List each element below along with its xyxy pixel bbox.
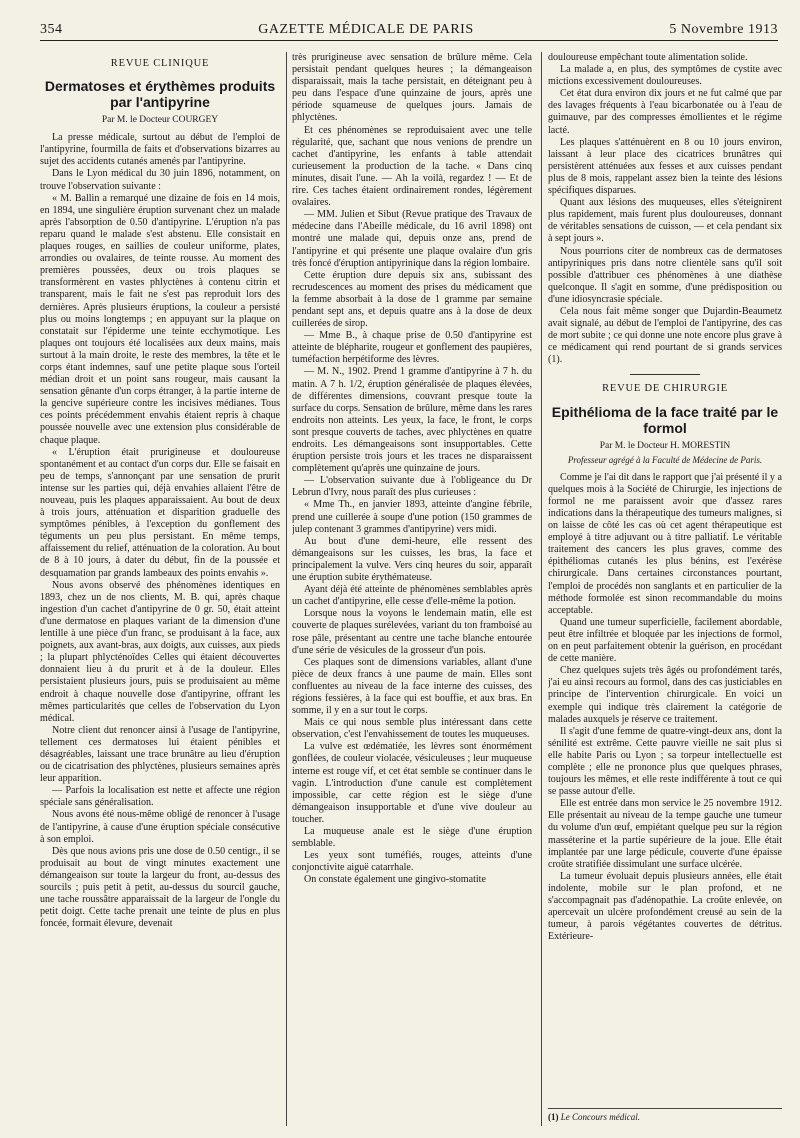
author-affiliation: Professeur agrégé à la Faculté de Médecine de Paris. (567, 454, 763, 465)
paragraph: La presse médicale, surtout au début de l'emploi de l'antipyrine, fourmilla de faits et d'observations bizarres au sujet des accidents cutanés amenés par l'antipyrine. (40, 132, 280, 168)
paragraph: — MM. Julien et Sibut (Revue pratique des Travaux de médecine dans l'Abeille médicale, du 16 avril 1898) ont montré une malade qui, depuis onze ans, prend de l'antipyrine et qui présente une plaque ovalaire d'un gris très foncé d'éruption antipyrinique dans la région lombaire. (292, 209, 532, 269)
paragraph: « L'éruption était prurigineuse et douloureuse spontanément et au contact d'un corps dur. Elle se faisait en peu de temps, s'annonçant par une sensation de prurit intense sur les parties qui, déjà envahies allaient l'être de nouveau, puis les plaques apparaissaient. Au bout de deux à trois jours, atténuation et disparition graduelle des symptômes pénibles, à l'exception du gonflement des téguments un peu plus persistant. En même temps, affaissement du relief, atténuation de la coloration. Au bout de 8 à 10 jours, à dater du début, fin de la poussée et desquamation par grands lambeaux des points envahis ». (40, 446, 280, 579)
page-number: 354 (40, 22, 63, 37)
paragraph: Nous avons observé des phénomènes identiques en 1893, chez un de nos clients, M. B. qui, après chaque ingestion d'un cachet d'antipyrine de 0 gr. 50, était atteint d'une dermatose en plaques variant de la dimension d'une lentille à une pièce d'un franc, se produisant à la face, aux poignets, aux avant-bras, aux doigts, aux cuisses, aux pieds ; la plupart phlycténoïdes Celles qui étaient découvertes donnaient lieu à du prurit et à de la douleur. Elles persistaient plusieurs jours, puis se produisaient au même endroit à chaque nouvelle dose d'antipyrine, offrant les mêmes particularités que celles de l'observation du Lyon médical. (40, 579, 280, 724)
paragraph: « M. Ballin a remarqué une dizaine de fois en 14 mois, en 1894, une singulière éruption survenant chez un malade après l'absorption de 0.50 d'antipyrine. L'éruption n'a pas reparu quand le malade s'est abstenu. Elle consistait en plaques rouges, en saillies de couleur uniforme, plates, arrondies ou ovalaires, de teinte rousse. Au moment des premières poussées, deux ou trois plaques se transformèrent en vastes phlyctènes à contenu citrin et transparent, mais le fait ne s'est pas reproduit lors des dernières. Après plusieurs éruptions, la couleur a persisté plus ou moins longtemps ; en appuyant sur la plaque on constatait sur l'épiderme une teinte ecchymotique. Les plaques ont toujours été localisées aux deux mains, mais surtout à la main droite, le reste des membres, la tête et le corps étant indemnes, sauf une petite plaque sous l'orteil médian droit et un point sans rougeur, mais causant la sensation gênante d'un corps étranger, à la partie interne de la gencive supérieure contre les incisives médianes. Tous ces points précédemment envahis étaient repris à chaque poussée nouvelle avec une extension plus considérable de chaque plaque. (40, 192, 280, 446)
paragraph: Nous avons été nous-même obligé de renoncer à l'usage de l'antipyrine, à cause d'une éruption spéciale consécutive à son emploi. (40, 809, 280, 845)
paragraph: Quant aux lésions des muqueuses, elles s'éteignirent plus rapidement, mais furent plus douloureuses, donnant de véritables sensations de cuisson, — et cela pendant six à sept jours ». (548, 197, 782, 245)
section-heading: REVUE CLINIQUE (110, 58, 210, 69)
paragraph: Cette éruption dure depuis six ans, subissant des recrudescences au moment des prises du médicament que la femme absorbait à la dose de 1 gramme par semaine pendant sept ans, et depuis quatre ans à la dose de deux cuillerées de sirop. (292, 269, 532, 330)
paragraph: Cet état dura environ dix jours et ne fut calmé que par des lavages fréquents à l'eau bicarbonatée ou à l'eau de guimauve, par des compresses émollientes et le régime lacté. (548, 88, 782, 136)
paragraph: Au bout d'une demi-heure, elle ressent des démangeaisons sur les cuisses, les bras, la face et principalement la vulve. Vers cinq heures du soir, apparaît une éruption subite érythémateuse. (292, 535, 532, 584)
paragraph: — L'observation suivante due à l'obligeance du Dr Lebrun d'Ivry, nous paraît des plus curieuses : (292, 475, 532, 499)
paragraph: Elle est entrée dans mon service le 25 novembre 1912. Elle présentait au niveau de la tempe gauche une tumeur du volume d'un œuf, empiétant quelque peu sur la région masséterine et la partie supérieure de la joue. Elle était implantée par une large pédicule, couverte d'une épaisse croûte stratifiée dissimulant une surface ulcérée. (548, 798, 782, 870)
paragraph: On constate également une gingivo-stomatite (304, 874, 486, 886)
column-divider-2 (541, 52, 542, 1126)
paragraph: « Mme Th., en janvier 1893, atteinte d'angine fébrile, prend une cuillerée à soupe d'une potion (150 grammes de julep contenant 3 grammes d'antipyrine) vers midi. (292, 499, 532, 535)
column-divider-1 (286, 52, 287, 1126)
page-header (40, 16, 778, 41)
article-author: Par M. le Docteur COURGEY (101, 115, 219, 126)
paragraph: Il s'agit d'une femme de quatre-vingt-deux ans, dont la sénilité est extrême. Cette pauvre vieille ne sait plus si elle habite Paris ou Lyon ; sa torpeur intellectuelle est complète ; elle ne prononce plus que quelques phrases, toujours les mêmes, et elle reste indifférente à tout ce qui se passe autour d'elle. (548, 725, 782, 798)
paragraph: Quand une tumeur superficielle, facilement abordable, peut être infiltrée et bloquée par les injections de formol, on en peut parfaitement obtenir la guérison, en procédant de cette manière. (548, 616, 782, 665)
paragraph: Cela nous fait même songer que Dujardin-Beaumetz avait signalé, au début de l'emploi de l'antipyrine, des cas de mort subite ; ce qui donne une note encore plus grave à ce médicament qui rend pourtant de si grands services (1). (548, 305, 782, 366)
paragraph: Comme je l'ai dit dans le rapport que j'ai présenté il y a quelques mois à la Société de Chirurgie, les injections de formol ne me paraissent avoir que d'assez rares indications dans la thérapeutique des tumeurs malignes, si on laisse de côté les cas où cet agent thérapeutique est employé à titre adjuvant ou à titre palliatif. Le véritable traitement des cancers les plus graves, comme des épithéliomas cutanés les plus bénins, est l'exérèse chirurgicale. Dans certaines circonstances pourtant, l'emploi de procédés non sanglants et en particulier de la méthode formolée est sinon recommandable du moins acceptable. (548, 471, 782, 616)
paragraph: La muqueuse anale est le siège d'une éruption semblable. (292, 826, 532, 850)
article-title: Dermatoses et érythèmes produits par l'antipyrine (44, 78, 276, 111)
column-3 (548, 52, 782, 1098)
article-title: Epithélioma de la face traité par le formol (551, 403, 779, 436)
paragraph: Les plaques s'atténuèrent en 8 ou 10 jours environ, laissant à leur place des cicatrices brunâtres qui persistèrent atténuées aux fesses et aux cuisses pendant plus de 8 mois, rappelant assez bien la teinte des lésions spécifiques disparues. (548, 136, 782, 197)
paragraph: Les yeux sont tuméfiés, rouges, atteints d'une conjonctivite aiguë catarrhale. (292, 850, 532, 874)
paragraph: douloureuse empêchant toute alimentation solide. (548, 52, 748, 63)
section-rule (630, 374, 700, 375)
paragraph: Mais ce qui nous semble plus intéressant dans cette observation, c'est l'envahissement de toutes les muqueuses. (292, 717, 532, 741)
paragraph: Ayant déjà été atteinte de phénomènes semblables après un cachet d'antipyrine, elle cesse d'elle-même la potion. (292, 584, 532, 608)
footnote-text: Le Concours médical. (560, 1112, 640, 1122)
column-1 (40, 52, 280, 1128)
paragraph: — M. N., 1902. Prend 1 gramme d'antipyrine à 7 h. du matin. A 7 h. 1/2, éruption généralisée de plaques élevées, de différentes dimensions, couvrant presque toute la surface du corps. Sensation de brûlure, même dans les rares endroits non atteints. Les yeux, la face, le front, le corps sont presque couverts de taches, avec phlyctènes en quatre endroits. Les démangeaisons sont insupportables. Cette éruption persiste trois jours et les traces ne disparaissent complètement qu'après une quinzaine de jours. (292, 366, 532, 475)
paragraph: Notre client dut renoncer ainsi à l'usage de l'antipyrine, tellement ces dermatoses lui étaient pénibles et désagréables, laissant une trace brunâtre au lieu d'éruption ou de cicatrisation des phlyctènes, plusieurs semaines après leur apparition. (40, 724, 280, 785)
paragraph: Ces plaques sont de dimensions variables, allant d'une pièce de deux francs à une paume de main. Elles sont confluentes au niveau de la face interne des cuisses, des régions fessières, à la face qui est bouffie, et aux bras. En somme, il y en a sur tout le corps. (292, 656, 532, 717)
footnote (548, 1108, 782, 1122)
paragraph: La vulve est œdématiée, les lèvres sont énormément gonflées, de couleur violacée, vésiculeuses ; leur muqueuse interne est rouge vif, et cet état semble se continuer dans le vagin. L'introduction d'une canule est complètement impossible, car cette région est le siège d'une démangeaison insupportable et d'une vive douleur au toucher. (292, 741, 532, 825)
paragraph: La tumeur évoluait depuis plusieurs années, elle était indolente, mobile sur le plan profond, et ne s'accompagnait pas d'adénopathie. La croûte enlevée, on apercevait un ulcère profondément creusé au sein de la tumeur, à parois végétantes couvertes de détritus. Extérieure- (548, 870, 782, 943)
journal-title: GAZETTE MÉDICALE DE PARIS (258, 22, 474, 37)
column-2 (292, 52, 532, 1128)
footnote-number: (1) (548, 1112, 559, 1122)
paragraph: Lorsque nous la voyons le lendemain matin, elle est couverte de plaques surélevées, variant du ton framboisé au rose pâle, présentant au centre une tache blanche entourée d'une série de vésicules de la grosseur d'un pois. (292, 608, 532, 656)
article-author: Par M. le Docteur H. MORESTIN (599, 440, 731, 451)
paragraph: Dans le Lyon médical du 30 juin 1896, notamment, on trouve l'observation suivante : (40, 168, 280, 192)
paragraph: Dès que nous avions pris une dose de 0.50 centigr., il se produisait au bout de vingt minutes exactement une démangeaison sur toute la largeur du front, au-dessus des sourcils ; puis petit à petit, au-dessus du sourcil gauche, une tache roussâtre apparaissait de la largeur de l'ongle du petit doigt. Cette tache prenait une teinte de plus en plus foncée, formait élevure, devenait (40, 845, 280, 930)
issue-date: 5 Novembre 1913 (669, 22, 778, 37)
paragraph: — Mme B., à chaque prise de 0.50 d'antipyrine est atteinte de blépharite, rougeur et gonflement des paupières, tuméfaction herpétiforme des lèvres. (292, 330, 532, 366)
paragraph: — Parfois la localisation est nette et affecte une région spéciale sans généralisation. (40, 785, 280, 809)
paragraph: La malade a, en plus, des symptômes de cystite avec mictions excessivement douloureuses. (548, 64, 782, 88)
paragraph: très prurigineuse avec sensation de brûlure même. Cela persistait pendant quelques heures ; la démangeaison disparaissait, mais la tache persistait, en déteignant peu à peu dans l'espace d'une quinzaine de jours, après une période squameuse de quelques jours. Jamais de phlyctènes. (292, 52, 532, 124)
paragraph: Nous pourrions citer de nombreux cas de dermatoses antipyriniques pris dans notre clientèle sans qu'il soit possible d'attribuer ces phénomènes à une diathèse quelconque. Il s'agit en somme, d'une prédisposition ou d'une idiosyncrasie spéciale. (548, 245, 782, 305)
section-heading: REVUE DE CHIRURGIE (602, 383, 728, 395)
paragraph: Chez quelques sujets très âgés ou profondément tarés, j'ai eu ainsi recours au formol, dans des cas justiciables en principe de l'intervention chirurgicale. En voici un exemple qui indique très clairement la catégorie de malades auxquels je réserve ce traitement. (548, 665, 782, 725)
paragraph: Et ces phénomènes se reproduisaient avec une telle régularité, que, sachant que nous venions de prendre un cachet d'antipyrine, les enfants à table attendait curieusement la production de la tache. « Dans cinq minutes, disait l'une. — Ah la voilà, regardez ! — Et de rire. Ces taches étaient ordinairement rondes, légèrement ovalaires. (292, 124, 532, 209)
